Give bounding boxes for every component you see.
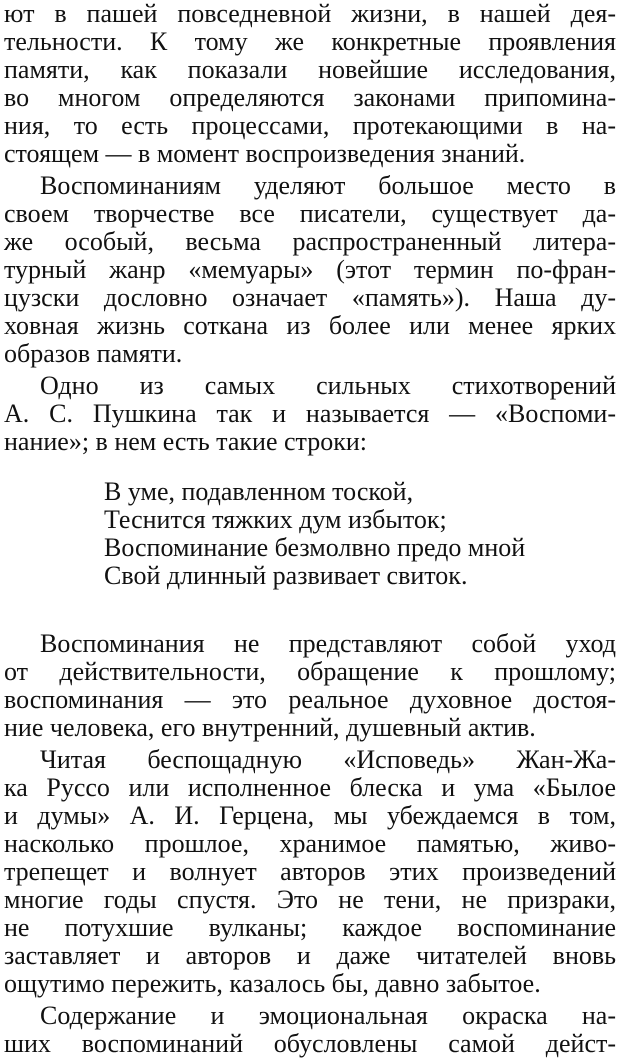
text-line: насколько прошлое, хранимое памятью, живо- bbox=[4, 829, 616, 858]
text-line: ния, то есть процессами, протекающими в на- bbox=[4, 111, 616, 140]
text-line: своем творчестве все писатели, существует да- bbox=[4, 199, 616, 228]
text-line: ка Руссо или исполненное блеска и ума «Былое bbox=[4, 773, 616, 802]
text-line: цузски дословно означает «память»). Наша ду- bbox=[4, 283, 616, 312]
text-line: ние человека, его внутренний, душевный актив. bbox=[4, 713, 536, 742]
paragraph-first-line: Воспоминаниям уделяют большое место в bbox=[40, 171, 616, 200]
text-line: не потухшие вулканы; каждое воспоминание bbox=[4, 913, 616, 942]
text-line: тельности. К тому же конкретные проявления bbox=[4, 27, 616, 56]
text-line: нание»; в нем есть такие строки: bbox=[4, 427, 367, 456]
paragraph-first-line: Читая беспощадную «Исповедь» Жан-Жа- bbox=[40, 745, 616, 774]
text-line: во многом определяются законами припомина- bbox=[4, 83, 616, 112]
text-line: ют в пашей повседневной жизни, в нашей дея- bbox=[4, 0, 616, 28]
paragraph-first-line: Воспоминания не представляют собой уход bbox=[40, 629, 616, 658]
text-line: образов памяти. bbox=[4, 339, 183, 368]
paragraph-first-line: Содержание и эмоциональная окраска на- bbox=[40, 1001, 616, 1030]
verse-line: Воспоминание безмолвно предо мной bbox=[104, 533, 526, 562]
text-line: ших воспоминаний обусловлены самой дейст- bbox=[4, 1029, 616, 1058]
text-line: заставляет и авторов и даже читателей вновь bbox=[4, 941, 616, 970]
verse-line: В уме, подавленном тоской, bbox=[104, 477, 414, 506]
text-line: ощутимо пережить, казалось бы, давно забытое. bbox=[4, 969, 541, 998]
text-line: стоящем — в момент воспроизведения знаний. bbox=[4, 139, 526, 168]
text-line: и думы» А. И. Герцена, мы убеждаемся в том, bbox=[4, 801, 616, 830]
text-line: воспоминания — это реальное духовное достоя- bbox=[4, 685, 616, 714]
text-line: же особый, весьма распространенный литера- bbox=[4, 227, 616, 256]
verse-line: Свой длинный развивает свиток. bbox=[104, 561, 468, 590]
text-line: А. С. Пушкина так и называется — «Воспоми- bbox=[4, 399, 616, 428]
text-line: турный жанр «мемуары» (этот термин по-фран- bbox=[4, 255, 616, 284]
paragraph-first-line: Одно из самых сильных стихотворений bbox=[40, 371, 616, 400]
verse-line: Теснится тяжких дум избыток; bbox=[104, 505, 447, 534]
text-line: памяти, как показали новейшие исследования, bbox=[4, 55, 616, 84]
text-line: многие годы спустя. Это не тени, не призраки, bbox=[4, 885, 616, 914]
text-line: от действительности, обращение к прошлому; bbox=[4, 657, 616, 686]
text-line: ховная жизнь соткана из более или менее ярких bbox=[4, 311, 616, 340]
text-line: трепещет и волнует авторов этих произведений bbox=[4, 857, 616, 886]
